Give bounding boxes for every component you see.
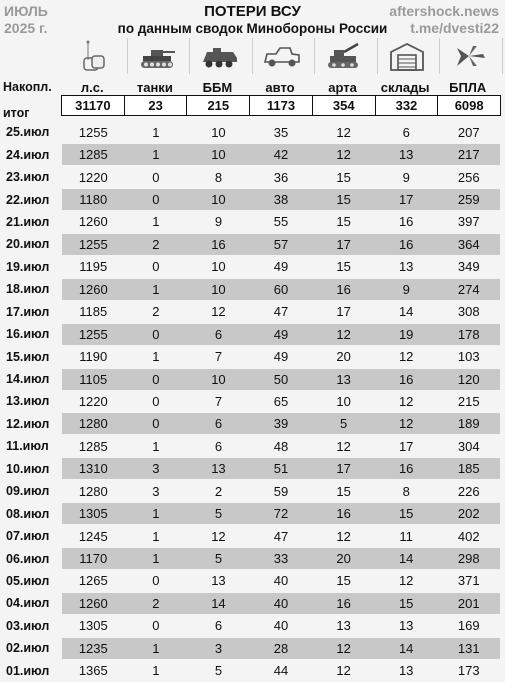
row-date: 02.июл	[6, 641, 50, 656]
table-cell: 5	[214, 506, 223, 522]
table-cell: 274	[457, 281, 480, 297]
table-cell: 2	[152, 595, 160, 611]
table-cell: 202	[457, 506, 480, 522]
table-cell: 40	[273, 573, 289, 589]
row-date: 13.июл	[6, 394, 50, 409]
total-cell: 332	[376, 96, 439, 115]
table-cell: 48	[273, 438, 289, 454]
table-cell: 103	[457, 349, 480, 365]
row-values	[62, 615, 500, 636]
row-date: 04.июл	[6, 596, 50, 611]
row-values	[62, 638, 500, 659]
row-date: 05.июл	[6, 573, 50, 588]
table-cell: 0	[152, 371, 160, 387]
table-cell: 1	[152, 124, 160, 140]
column-header: склады	[380, 80, 430, 95]
table-cell: 1	[152, 663, 160, 679]
table-cell: 1280	[78, 483, 108, 499]
row-values	[62, 413, 500, 434]
table-cell: 397	[457, 214, 480, 230]
table-cell: 1255	[78, 236, 108, 252]
table-cell: 17	[336, 304, 351, 320]
table-cell: 12	[398, 393, 414, 409]
table-cell: 3	[214, 640, 223, 656]
table-cell: 217	[457, 147, 480, 163]
column-header: танки	[136, 80, 173, 95]
table-cell: 72	[273, 506, 289, 522]
table-cell: 1195	[79, 259, 108, 275]
title: ПОТЕРИ ВСУ	[204, 3, 301, 20]
table-cell: 15	[336, 169, 351, 185]
table-cell: 120	[457, 371, 480, 387]
row-date: 19.июл	[6, 259, 50, 274]
table-cell: 12	[398, 416, 414, 432]
row-date: 23.июл	[6, 170, 50, 185]
table-cell: 215	[457, 393, 480, 409]
table-cell: 1170	[79, 551, 108, 567]
icon-divider	[252, 38, 253, 74]
table-cell: 6	[214, 618, 223, 634]
row-date: 03.июл	[6, 618, 50, 633]
table-row	[0, 368, 505, 390]
table-cell: 7	[214, 393, 223, 409]
table-cell: 38	[273, 192, 289, 208]
table-cell: 12	[336, 640, 351, 656]
table-cell: 1255	[78, 124, 108, 140]
year-label: 2025 г.	[4, 20, 48, 36]
table-cell: 36	[273, 169, 289, 185]
table-cell: 47	[273, 304, 289, 320]
table-cell: 14	[398, 640, 414, 656]
table-cell: 10	[211, 259, 226, 275]
table-cell: 13	[398, 663, 414, 679]
table-cell: 0	[152, 326, 160, 342]
table-cell: 1310	[78, 461, 108, 477]
table-cell: 1220	[78, 393, 108, 409]
table-cell: 15	[398, 506, 414, 522]
table-cell: 173	[457, 663, 480, 679]
table-cell: 3	[152, 461, 160, 477]
table-cell: 1	[152, 528, 160, 544]
table-cell: 49	[273, 259, 289, 275]
row-values	[62, 234, 500, 255]
table-cell: 40	[273, 618, 289, 634]
row-date: 14.июл	[6, 372, 50, 387]
table-cell: 20	[336, 349, 351, 365]
table-cell: 364	[457, 236, 480, 252]
table-cell: 55	[273, 214, 289, 230]
table-cell: 2	[152, 304, 160, 320]
table-cell: 15	[336, 214, 351, 230]
table-cell: 185	[457, 461, 480, 477]
table-cell: 1105	[79, 371, 108, 387]
table-cell: 259	[457, 192, 480, 208]
table-row	[0, 211, 505, 233]
table-cell: 201	[457, 595, 480, 611]
table-cell: 12	[336, 663, 351, 679]
row-values	[62, 211, 500, 232]
table-cell: 8	[402, 483, 410, 499]
table-cell: 14	[398, 551, 414, 567]
column-header: л.с.	[80, 80, 104, 95]
table-cell: 49	[273, 349, 289, 365]
table-row	[0, 233, 505, 255]
table-cell: 35	[273, 124, 289, 140]
table-cell: 19	[398, 326, 414, 342]
row-date: 25.июл	[6, 125, 50, 140]
table-cell: 1	[152, 506, 160, 522]
table-cell: 10	[211, 124, 226, 140]
site-link[interactable]: aftershock.news	[389, 3, 499, 19]
row-values	[62, 369, 500, 390]
total-label: итог	[3, 106, 30, 120]
table-cell: 1	[152, 640, 160, 656]
table-row	[0, 570, 505, 592]
jeep-icon	[254, 38, 310, 74]
total-cell: 354	[313, 96, 376, 115]
table-cell: 10	[211, 147, 226, 163]
table-cell: 1285	[78, 147, 108, 163]
table-row	[0, 390, 505, 412]
table-cell: 8	[214, 169, 223, 185]
row-values	[62, 167, 500, 188]
table-cell: 189	[457, 416, 480, 432]
table-row	[0, 413, 505, 435]
table-cell: 15	[398, 595, 414, 611]
table-row	[0, 615, 505, 637]
table-row	[0, 458, 505, 480]
daily-table	[0, 121, 505, 682]
table-cell: 16	[398, 371, 414, 387]
table-cell: 14	[398, 304, 414, 320]
table-row	[0, 143, 505, 165]
table-cell: 16	[398, 461, 414, 477]
table-cell: 10	[211, 281, 226, 297]
table-cell: 13	[336, 618, 351, 634]
row-date: 16.июл	[6, 327, 50, 342]
row-values	[62, 526, 500, 547]
table-cell: 15	[336, 573, 351, 589]
table-cell: 9	[214, 214, 223, 230]
drone-icon	[441, 38, 497, 74]
table-cell: 15	[336, 259, 351, 275]
table-cell: 14	[211, 595, 226, 611]
table-cell: 13	[398, 259, 414, 275]
row-date: 15.июл	[6, 349, 50, 364]
table-row	[0, 166, 505, 188]
table-row	[0, 345, 505, 367]
total-cell: 31170	[62, 96, 125, 115]
table-cell: 1220	[78, 169, 108, 185]
table-cell: 1190	[79, 349, 108, 365]
table-cell: 28	[273, 640, 289, 656]
icon-divider	[377, 38, 378, 74]
row-values	[62, 122, 500, 143]
row-date: 08.июл	[6, 506, 50, 521]
table-cell: 1265	[78, 573, 108, 589]
row-values	[62, 279, 500, 300]
column-header: ББМ	[202, 80, 233, 95]
icon-divider	[189, 38, 190, 74]
row-values	[62, 548, 500, 569]
row-values	[62, 144, 500, 165]
table-cell: 1245	[78, 528, 108, 544]
table-cell: 349	[457, 259, 480, 275]
table-cell: 13	[398, 618, 414, 634]
row-values	[62, 189, 500, 210]
row-values	[62, 458, 500, 479]
row-values	[62, 593, 500, 614]
tank-icon	[129, 38, 185, 74]
total-cell: 215	[187, 96, 250, 115]
table-cell: 13	[398, 147, 414, 163]
table-cell: 39	[273, 416, 289, 432]
table-cell: 65	[273, 393, 289, 409]
row-date: 12.июл	[6, 416, 50, 431]
table-cell: 1235	[78, 640, 108, 656]
row-values	[62, 503, 500, 524]
table-cell: 207	[457, 124, 480, 140]
table-cell: 304	[457, 438, 480, 454]
row-date: 11.июл	[6, 439, 49, 454]
table-cell: 13	[336, 371, 351, 387]
table-cell: 12	[398, 573, 414, 589]
source	[389, 3, 499, 37]
table-cell: 0	[152, 618, 160, 634]
table-cell: 9	[402, 281, 410, 297]
table-cell: 298	[457, 551, 480, 567]
table-cell: 44	[273, 663, 289, 679]
total-cell: 6098	[454, 98, 484, 113]
row-values	[62, 301, 500, 322]
table-cell: 256	[457, 169, 480, 185]
row-values	[62, 324, 500, 345]
table-cell: 12	[211, 304, 226, 320]
table-row	[0, 301, 505, 323]
table-cell: 17	[336, 461, 351, 477]
row-date: 24.июл	[6, 147, 50, 162]
table-row	[0, 547, 505, 569]
table-cell: 33	[273, 551, 289, 567]
table-cell: 5	[339, 416, 348, 432]
row-values	[62, 346, 500, 367]
table-cell: 15	[336, 192, 351, 208]
table-cell: 59	[273, 483, 289, 499]
icon-divider	[314, 38, 315, 74]
table-cell: 6	[214, 438, 223, 454]
table-cell: 12	[336, 147, 351, 163]
table-cell: 1	[152, 214, 160, 230]
table-row	[0, 480, 505, 502]
table-cell: 49	[273, 326, 289, 342]
totals-row	[61, 95, 501, 116]
table-cell: 1260	[78, 595, 108, 611]
row-values	[62, 391, 500, 412]
table-cell: 0	[152, 393, 160, 409]
table-cell: 6	[214, 416, 223, 432]
table-cell: 7	[214, 349, 223, 365]
row-date: 10.июл	[6, 461, 50, 476]
table-cell: 51	[273, 461, 289, 477]
table-cell: 10	[211, 371, 226, 387]
table-cell: 20	[336, 551, 351, 567]
table-cell: 15	[336, 483, 351, 499]
table-row	[0, 435, 505, 457]
row-date: 20.июл	[6, 237, 50, 252]
column-header: авто	[265, 80, 295, 95]
table-cell: 12	[336, 438, 351, 454]
table-cell: 57	[273, 236, 289, 252]
table-cell: 1285	[78, 438, 108, 454]
table-cell: 17	[336, 236, 351, 252]
table-cell: 1	[152, 349, 160, 365]
table-cell: 169	[457, 618, 480, 634]
table-cell: 1260	[78, 214, 108, 230]
table-cell: 0	[152, 192, 160, 208]
table-cell: 1	[152, 147, 160, 163]
subtitle: по данным сводок Минобороны России	[117, 21, 388, 36]
table-row	[0, 278, 505, 300]
table-row	[0, 525, 505, 547]
column-header: арта	[328, 80, 357, 95]
table-cell: 1280	[78, 416, 108, 432]
table-cell: 13	[211, 461, 226, 477]
table-cell: 9	[402, 169, 410, 185]
table-cell: 1305	[78, 618, 108, 634]
table-cell: 16	[336, 281, 351, 297]
table-cell: 60	[273, 281, 289, 297]
table-row	[0, 637, 505, 659]
row-date: 07.июл	[6, 529, 50, 544]
row-date: 09.июл	[6, 484, 50, 499]
row-values	[62, 570, 500, 591]
row-date: 21.июл	[6, 214, 50, 229]
row-values	[62, 256, 500, 277]
table-cell: 0	[152, 573, 160, 589]
table-cell: 12	[211, 528, 226, 544]
table-cell: 13	[211, 573, 226, 589]
table-row	[0, 660, 505, 682]
table-cell: 10	[336, 393, 351, 409]
table-cell: 16	[211, 236, 226, 252]
total-cell: 23	[125, 96, 188, 115]
apc-icon	[191, 38, 247, 74]
row-values	[62, 660, 500, 681]
table-cell: 1365	[78, 663, 108, 679]
cumulative-label: Накопл.	[3, 80, 52, 94]
table-row	[0, 592, 505, 614]
table-cell: 1	[152, 551, 160, 567]
table-cell: 0	[152, 259, 160, 275]
table-cell: 308	[457, 304, 480, 320]
row-values	[62, 436, 500, 457]
table-cell: 371	[457, 573, 480, 589]
row-date: 17.июл	[6, 304, 50, 319]
table-cell: 12	[336, 528, 351, 544]
table-cell: 1	[152, 438, 160, 454]
row-date: 22.июл	[6, 192, 50, 207]
table-cell: 1305	[78, 506, 108, 522]
table-cell: 6	[402, 124, 410, 140]
row-date: 01.июл	[6, 663, 50, 678]
table-cell: 17	[398, 192, 414, 208]
month-label: ИЮЛЬ	[4, 3, 48, 19]
table-cell: 226	[457, 483, 480, 499]
table-row	[0, 256, 505, 278]
table-cell: 1	[152, 281, 160, 297]
table-cell: 42	[273, 147, 289, 163]
table-cell: 131	[457, 640, 480, 656]
table-cell: 5	[214, 663, 223, 679]
table-cell: 10	[211, 192, 226, 208]
table-cell: 47	[273, 528, 289, 544]
table-cell: 17	[398, 438, 414, 454]
table-cell: 16	[398, 214, 414, 230]
artillery-icon	[316, 38, 372, 74]
table-cell: 1255	[78, 326, 108, 342]
table-cell: 50	[273, 371, 289, 387]
table-row	[0, 121, 505, 143]
table-cell: 0	[152, 169, 160, 185]
table-cell: 0	[152, 416, 160, 432]
column-header: БПЛА	[449, 80, 487, 95]
icon-divider	[502, 38, 503, 74]
table-cell: 6	[214, 326, 223, 342]
table-cell: 178	[457, 326, 480, 342]
table-cell: 1180	[79, 192, 108, 208]
table-row	[0, 323, 505, 345]
telegram-link[interactable]: t.me/dvesti22	[410, 20, 499, 36]
table-cell: 40	[273, 595, 289, 611]
icon-divider	[439, 38, 440, 74]
table-cell: 12	[398, 349, 414, 365]
table-cell: 2	[152, 236, 160, 252]
table-cell: 16	[398, 236, 414, 252]
icon-divider	[127, 38, 128, 74]
dogtag-icon	[66, 38, 122, 74]
table-cell: 16	[336, 506, 351, 522]
table-cell: 402	[457, 528, 480, 544]
table-row	[0, 502, 505, 524]
table-cell: 5	[214, 551, 223, 567]
table-cell: 12	[336, 124, 351, 140]
table-row	[0, 188, 505, 210]
total-cell: 1173	[250, 96, 313, 115]
row-values	[62, 481, 500, 502]
row-date: 18.июл	[6, 282, 50, 297]
table-cell: 12	[336, 326, 351, 342]
table-cell: 1260	[78, 281, 108, 297]
table-cell: 16	[336, 595, 351, 611]
table-cell: 1185	[79, 304, 108, 320]
table-cell: 11	[399, 528, 413, 544]
warehouse-icon	[379, 38, 435, 74]
table-cell: 2	[214, 483, 223, 499]
row-date: 06.июл	[6, 551, 50, 566]
table-cell: 3	[152, 483, 160, 499]
